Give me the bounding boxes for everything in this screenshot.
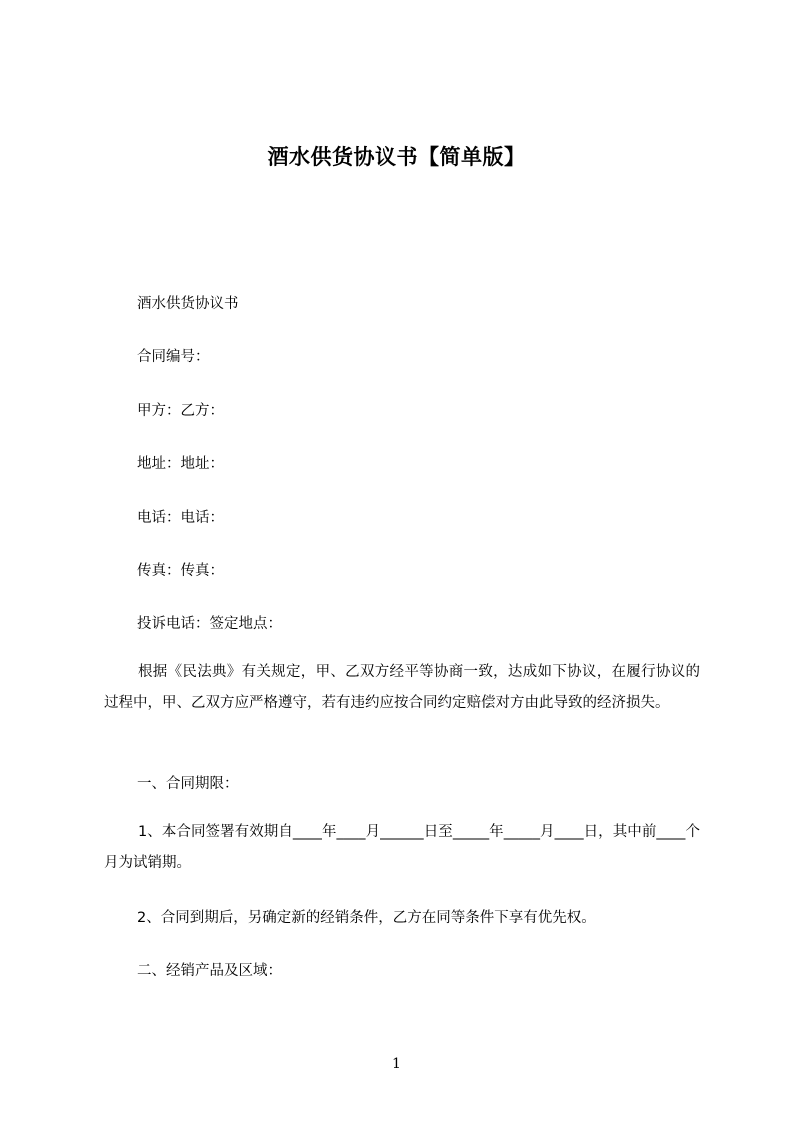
complaint-sign-place-field: 投诉电话：签定地点： <box>137 616 282 632</box>
document-subtitle: 酒水供货协议书 <box>137 296 239 312</box>
parties-field: 甲方：乙方： <box>137 403 224 419</box>
address-field: 地址：地址： <box>137 456 224 472</box>
fax-field: 传真：传真： <box>137 563 224 579</box>
section-1-heading: 一、合同期限： <box>137 776 239 792</box>
phone-field: 电话：电话： <box>137 510 224 526</box>
contract-number-field: 合同编号： <box>137 349 210 365</box>
page-number: 1 <box>392 1056 401 1072</box>
document-title: 酒水供货协议书【简单版】 <box>267 145 526 169</box>
section-1-item-2: 2、合同到期后，另确定新的经销条件，乙方在同等条件下享有优先权。 <box>137 910 596 926</box>
section-1-item-1: 1、本合同签署有效期自____年____月______日至_____年_____月____日，其中前____个月为试销期。 <box>104 824 700 871</box>
section-2-heading: 二、经销产品及区域： <box>137 963 282 979</box>
intro-paragraph: 根据《民法典》有关规定，甲、乙双方经平等协商一致，达成如下协议，在履行协议的过程中，甲、乙双方应严格遵守，若有违约应按合同约定赔偿对方由此导致的经济损失。 <box>104 664 700 711</box>
